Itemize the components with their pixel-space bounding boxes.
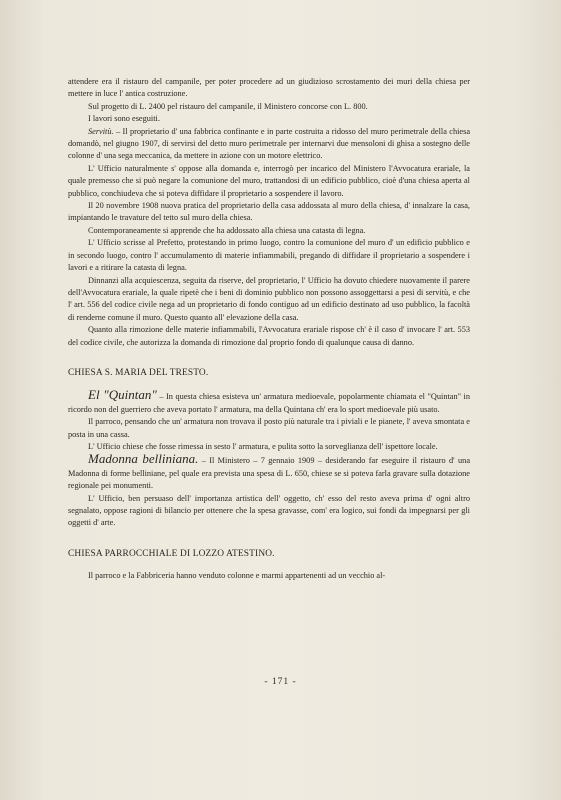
paragraph: I lavori sono eseguiti. — [88, 114, 160, 124]
paragraph-text: – In questa chiesa esisteva un' armatura medioevale, popolarmente chiamata el "Quintan" in ricordo non del guerriero che aveva portato l' armatura, ma della Quintana ch' era lo sport medioevale più usato. — [68, 392, 470, 414]
paragraph: L' Ufficio chiese che fosse rimessa in sesto l' armatura, e pulita sotto la sorveglianza dell' ispettore locale. — [88, 441, 438, 451]
body-text — [68, 76, 470, 583]
paragraph: L' Ufficio naturalmente s' oppose alla domanda e, interrogò per incarico del Ministero l'Avvocatura erariale, la quale premesso che si può negare la comunione del muro, trattandosi di un edificio pubblico, cioè d'una chiesa aperta al pubblico, conchiudeva che si poteva diffidare il proprietario a sospendere il lavoro. — [68, 163, 470, 198]
paragraph: Dinnanzi alla acquiescenza, seguita da riserve, del proprietario, l' Ufficio ha dovuto chiedere nuovamente il parere dell'Avvocatura erariale, la quale ripetè che i beni di dominio pubblico non possono assoggettarsi a pesi di servitù, e che l' art. 556 del codice civile nega ad un proprietario di fondo contiguo ad un edificio destinato ad uso pubblico, la facoltà di renderne comune il muro. Questo quanto all' elevazione della casa. — [68, 275, 470, 322]
paragraph — [68, 126, 470, 163]
paragraph-text: – Il Ministero – 7 gennaio 1909 – desiderando far eseguire il ristauro d' una Madonna di forme belliniane, pel quale era prevista una spesa di L. 650, chiese se si poteva farla gravare sulla dotazione regionale pei monumenti. — [68, 456, 471, 491]
paragraph: Il parroco, pensando che un' armatura non trovava il posto più naturale tra i piviali e le pianete, l' aveva smontata e posta in una cassa. — [68, 417, 470, 439]
paragraph: Il 20 novembre 1908 nuova pratica del proprietario della casa addossata al muro della chiesa, d' innalzare la casa, impiantando le travature del tetto sul muro della chiesa. — [68, 201, 470, 223]
paragraph-text: – Il proprietario d' una fabbrica confinante e in parte costruita a ridosso del muro perimetrale della chiesa domandò, nel giugno 1907, di servirsi del detto muro perimetrale per internarvi due mensoloni di ghisa a sostegno delle colonne d' una sega meccanica, da mettere in azione con un motore elettrico. — [68, 126, 470, 161]
paragraph: attendere era il ristauro del campanile, per poter procedere ad un giudizioso scrostamento dei muri della chiesa per mettere in luce l' antica costruzione. — [68, 77, 470, 99]
paragraph — [68, 389, 470, 416]
paragraph: Sul progetto di L. 2400 pel ristauro del campanile, il Ministero concorse con L. 800. — [88, 101, 368, 111]
paragraph: L' Ufficio, ben persuaso dell' importanza artistica dell' oggetto, ch' esso del resto aveva prima d' ogni altro segnalato, oppose ragioni di bilancio per ottenere che la spesa gravasse, com' era logico, sui fondi da impegnarsi per gli oggetti d' arte. — [68, 493, 470, 528]
rubric-madonna: Madonna belliniana. — [88, 451, 199, 467]
page-number: - 171 - — [264, 677, 297, 687]
paragraph: Il parroco e la Fabbriceria hanno venduto colonne e marmi appartenenti ad un vecchio al- — [88, 571, 386, 581]
section-heading: CHIESA S. MARIA DEL TRESTO. — [68, 367, 209, 378]
paragraph — [68, 453, 470, 492]
paragraph: L' Ufficio scrisse al Prefetto, protestando in primo luogo, contro la comunione del muro d' un edificio pubblico e in secondo luogo, contro l' accumulamento di materie infiammabili, pregando di diffidare il proprietario a sospendere i lavori e a ritirare la catasta di legna. — [68, 238, 470, 273]
paragraph: Contemporaneamente si apprende che ha addossato alla chiesa una catasta di legna. — [88, 225, 366, 235]
rubric-servitu: Servitù. — [88, 126, 114, 136]
section-heading: CHIESA PARROCCHIALE DI LOZZO ATESTINO. — [68, 548, 275, 559]
rubric-quintan: El "Quintan" — [88, 387, 157, 403]
paragraph: Quanto alla rimozione delle materie infiammabili, l'Avvocatura erariale rispose ch' è il caso d' invocare l' art. 553 del codice civile, che autorizza la domanda di rimozione dal proprio fondo di qualunque causa di danno. — [68, 325, 470, 347]
